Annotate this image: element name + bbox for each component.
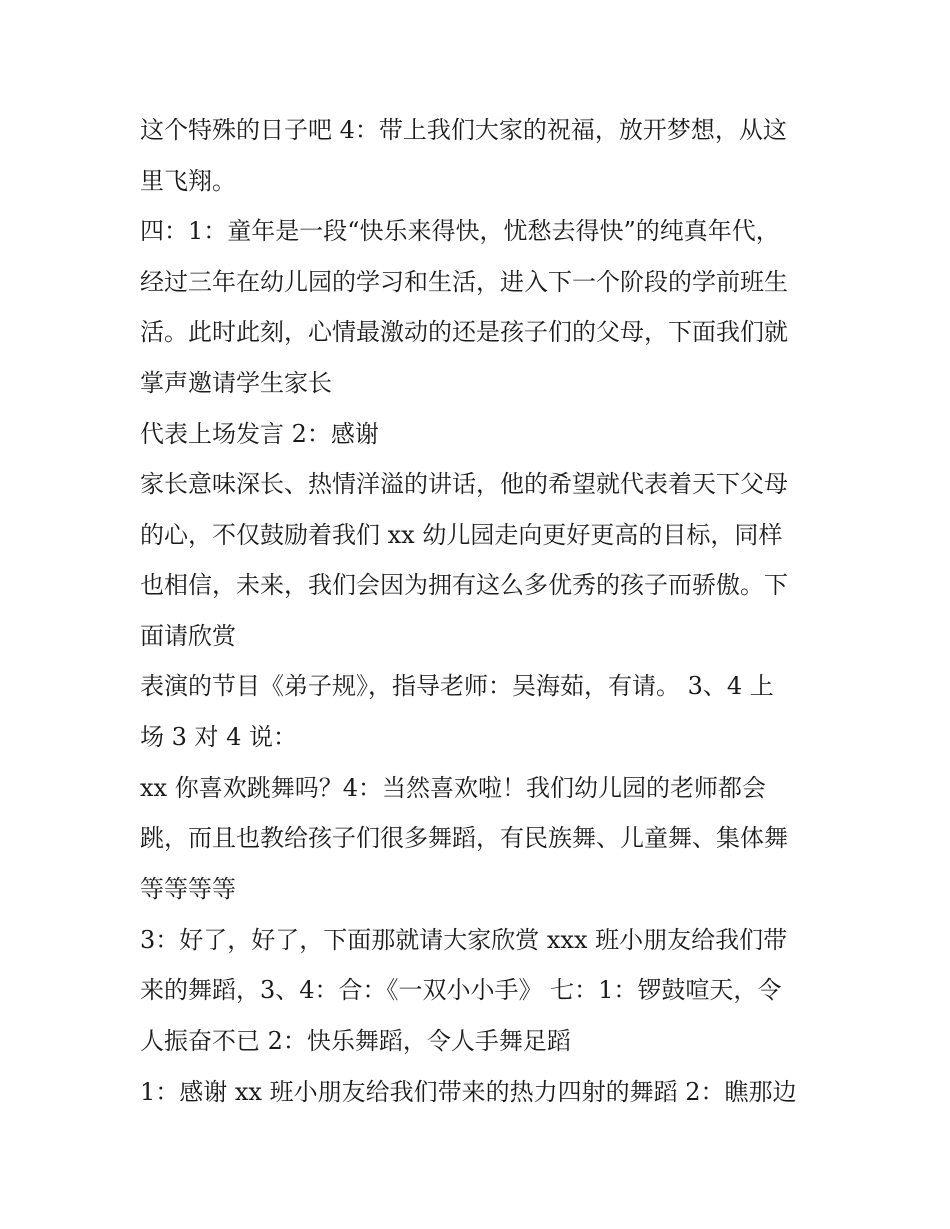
text-line: 活。此时此刻，心情最激动的还是孩子们的父母，下面我们就 [140,318,788,346]
text-line: 代表上场发言 2：感谢 [140,420,379,448]
text-line: xx 你喜欢跳舞吗？4：当然喜欢啦！我们幼儿园的老师都会 [140,774,766,802]
text-line: 1：感谢 xx 班小朋友给我们带来的热力四射的舞蹈 2：瞧那边 [140,1078,797,1106]
text-line: 经过三年在幼儿园的学习和生活，进入下一个阶段的学前班生 [140,268,788,296]
text-line: 等等等等 [140,875,236,903]
text-line: 也相信，未来，我们会因为拥有这么多优秀的孩子而骄傲。下 [140,571,788,599]
text-line: 这个特殊的日子吧 4：带上我们大家的祝福，放开梦想，从这 [140,116,787,144]
text-line: 家长意味深长、热情洋溢的讲话，他的希望就代表着天下父母 [140,470,788,498]
text-line: 人振奋不已 2：快乐舞蹈，令人手舞足蹈 [140,1027,571,1055]
text-line: 场 3 对 4 说： [140,723,298,751]
text-line: 四：1：童年是一段“快乐来得快，忧愁去得快”的纯真年代， [140,217,780,245]
text-line: 里飞翔。 [140,167,236,195]
text-line: 面请欣赏 [140,622,236,650]
text-line: 3：好了，好了，下面那就请大家欣赏 xxx 班小朋友给我们带 [140,926,788,954]
text-line: 跳，而且也教给孩子们很多舞蹈，有民族舞、儿童舞、集体舞 [140,824,788,852]
text-line: 的心，不仅鼓励着我们 xx 幼儿园走向更好更高的目标，同样 [140,521,783,549]
text-line: 来的舞蹈，3、4：合：《一双小小手》 七：1：锣鼓喧天，令 [140,976,782,1004]
text-line: 表演的节目《弟子规》，指导老师：吴海茹，有请。 3、4 上 [140,672,774,700]
text-line: 掌声邀请学生家长 [140,369,332,397]
